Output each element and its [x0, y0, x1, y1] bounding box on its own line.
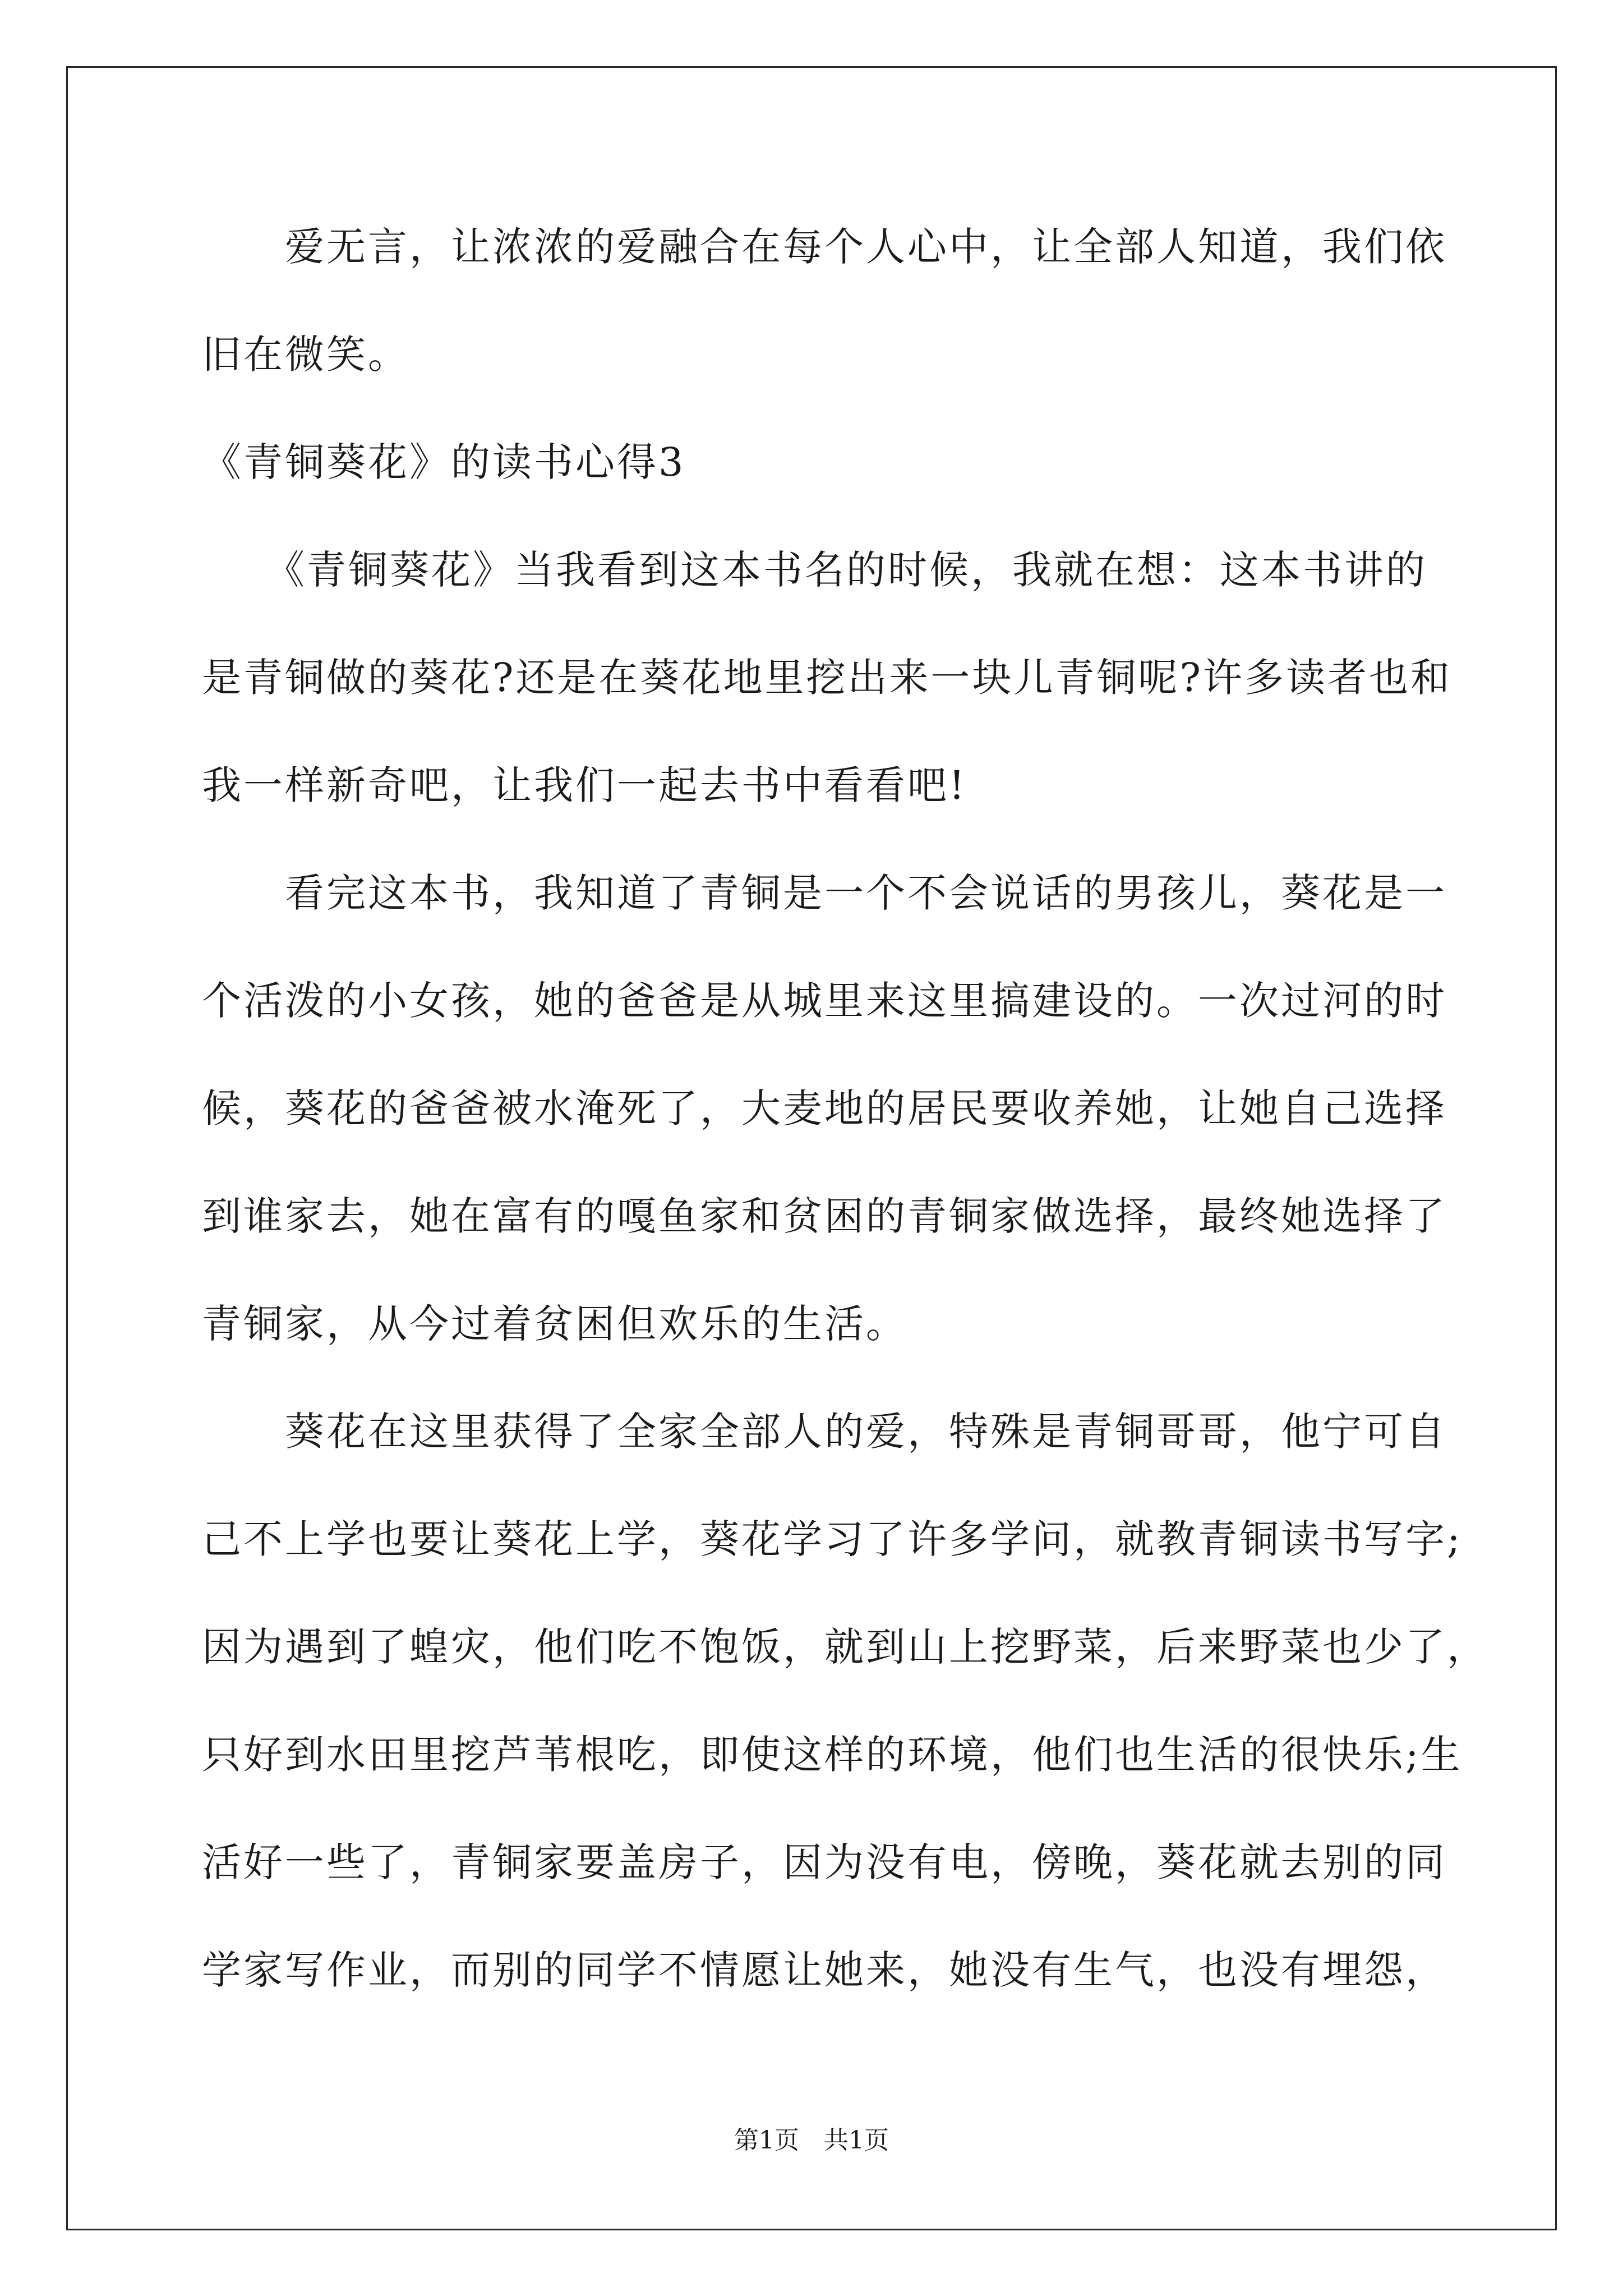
text-line: 己不上学也要让葵花上学，葵花学习了许多学问，就教青铜读书写字;: [202, 1516, 1463, 1562]
text-line: 葵花在这里获得了全家全部人的爱，特殊是青铜哥哥，他宁可自: [202, 1409, 1447, 1455]
text-line: 看完这本书，我知道了青铜是一个不会说话的男孩儿，葵花是一: [202, 870, 1447, 916]
page-border: [66, 66, 1557, 2230]
text-line: 因为遇到了蝗灾，他们吃不饱饭，就到山上挖野菜，后来野菜也少了，: [202, 1624, 1488, 1670]
text-line: 是青铜做的葵花?还是在葵花地里挖出来一块儿青铜呢?许多读者也和: [202, 655, 1453, 701]
text-line: 学家写作业，而别的同学不情愿让她来，她没有生气，也没有埋怨，: [202, 1947, 1447, 1993]
text-line: 个活泼的小女孩，她的爸爸是从城里来这里搞建设的。一次过河的时: [202, 978, 1447, 1024]
text-line: 青铜家，从今过着贫困但欢乐的生活。: [202, 1301, 907, 1347]
text-line: 爱无言，让浓浓的爱融合在每个人心中，让全部人知道，我们依: [202, 224, 1447, 270]
section-heading: 《青铜葵花》的读书心得3: [202, 439, 686, 485]
text-line: 只好到水田里挖芦苇根吃，即使这样的环境，他们也生活的很快乐;生: [202, 1732, 1463, 1778]
text-line: 《青铜葵花》当我看到这本书名的时候，我就在想：这本书讲的: [202, 547, 1427, 593]
text-line: 旧在微笑。: [202, 332, 409, 378]
text-line: 活好一些了，青铜家要盖房子，因为没有电，傍晚，葵花就去别的同: [202, 1839, 1447, 1885]
text-line: 候，葵花的爸爸被水淹死了，大麦地的居民要收养她，让她自己选择: [202, 1085, 1447, 1131]
text-line: 到谁家去，她在富有的嘎鱼家和贫困的青铜家做选择，最终她选择了: [202, 1193, 1447, 1239]
text-line: 我一样新奇吧，让我们一起去书中看看吧!: [202, 762, 967, 808]
page-number: 第1页 共1页: [734, 2126, 889, 2155]
